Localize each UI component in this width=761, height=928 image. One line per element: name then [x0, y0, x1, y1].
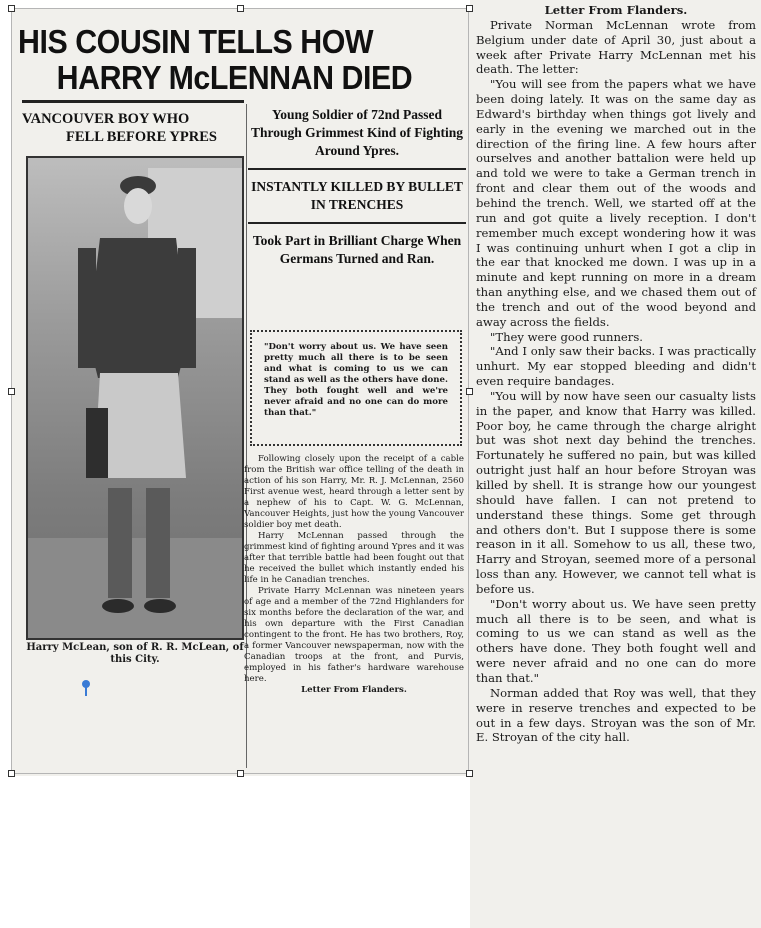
resize-handle-bottom-left[interactable] — [8, 770, 15, 777]
letter-paragraph-4: "And I only saw their backs. I was practically unhurt. My ear stopped bleeding and didn't even require bandages. — [476, 344, 756, 389]
col2-decks — [248, 106, 466, 276]
letter-paragraph-1: Private Norman McLennan wrote from Belgium under date of April 30, just about a week after Private Harry McLennan met his death. The letter: — [476, 17, 756, 77]
col2-paragraph-3: Private Harry McLennan was nineteen years of age and a member of the 72nd Highlanders for six months before the declaration of the war, and his own departure with the First Canadian contingent to the front. He has two brothers, Roy, a former Vancouver newspaperman, now with the Canadian troops at the front, and Purvis, employed in his father's hardware warehouse here. — [244, 586, 464, 684]
letter-paragraph-2: "You will see from the papers what we have been doing lately. It was on the same day as Edward's birthday when things got lively and early in the evening we marched out in the direction of the firing line. A few hours after ourselves and another battalion were held up and told we were to take a German trench in front and clear them out of the woods and behind the trench. Well, we started off at the run and got quite a lively reception. I don't remember much except wondering how it was I was continuing unhurt when I got a clip in the ear that knocked me down. I was up in a minute and kept running on more in a dream than anything else, and we chased them out of the trench and out of the wood beyond and away across the fields. — [476, 77, 756, 329]
deck-1: Young Soldier of 72nd Passed Through Grimmest Kind of Fighting Around Ypres. — [250, 107, 464, 158]
col2-paragraph-2: Harry McLennan passed through the grimmest kind of fighting around Ypres and it was after that terrible battle had been fought out that he received the bullet which instantly ended his life in he Canadian trenches. — [244, 531, 464, 585]
resize-handle-top-middle[interactable] — [237, 5, 244, 12]
headline-line-2: HARRY McLENNAN DIED — [56, 59, 413, 96]
resize-handle-middle-right[interactable] — [466, 388, 473, 395]
soldier-photo — [26, 156, 244, 640]
headline — [18, 24, 468, 96]
col2-paragraph-1: Following closely upon the receipt of a cable from the British war office telling of the death in action of his son Harry, Mr. R. J. McLennan, 2560 First avenue west, heard through a letter sent by a nephew of his to Capt. W. G. McLennan, Vancouver Heights, just how the young Vancouver soldier boy met death. — [244, 454, 464, 530]
headline-rule — [22, 100, 244, 103]
letter-paragraph-6: "Don't worry about us. We have seen pretty much all there is to be seen, and what is coming to us we can stand as well as the others have done. They both fought well and were never afraid and no one can do more than that." — [476, 596, 756, 685]
rotate-handle-stem — [85, 686, 87, 696]
right-clipping[interactable] — [470, 0, 761, 928]
resize-handle-bottom-middle[interactable] — [237, 770, 244, 777]
resize-handle-top-left[interactable] — [8, 5, 15, 12]
left-clipping[interactable] — [12, 8, 470, 776]
resize-handle-top-right[interactable] — [466, 5, 473, 12]
col2-continued-heading: Letter From Flanders. — [301, 685, 407, 695]
deck-rule-1 — [248, 168, 466, 170]
photo-caption: Harry McLean, son of R. R. McLean, of this City. — [26, 642, 244, 665]
letter-paragraph-7: Norman added that Roy was well, that they were in reserve trenches and expected to be out in a few days. Stroyan was the son of Mr. E. Stroyan of the city hall. — [476, 685, 756, 745]
headline-line-1: HIS COUSIN TELLS HOW — [18, 23, 374, 60]
deck-2: INSTANTLY KILLED BY BULLET IN TRENCHES — [251, 179, 463, 212]
resize-handle-bottom-right[interactable] — [466, 770, 473, 777]
letter-paragraph-5: "You will by now have seen our casualty lists in the paper, and know that Harry was killed. Poor boy, he came through the charge alright but was shot next day behind the trenches. Fortunately he suffered no pain, but was killed outright just half an hour before Stroyan was killed by shell. It is strange how our youngest should have fallen. I can not pretend to understand these things. Some get through and others don't. But I suppose there is some reason in it all. Somehow to us all, these two, Harry and Stroyan, seemed more of a personal loss than any. However, we cannot tell what is before us. — [476, 388, 756, 596]
soldier-figure — [28, 158, 242, 638]
letter-title: Letter From Flanders. — [544, 3, 688, 17]
resize-handle-middle-left[interactable] — [8, 388, 15, 395]
deck-rule-2 — [248, 222, 466, 224]
col1-subhead-line-1: VANCOUVER BOY WHO — [22, 111, 190, 127]
letter-column — [476, 3, 756, 745]
col2-body — [244, 454, 464, 696]
deck-3: Took Part in Brilliant Charge When Germans Turned and Ran. — [252, 233, 462, 266]
letter-paragraph-3: "They were good runners. — [490, 329, 643, 344]
col1-subhead — [22, 110, 244, 146]
col1-subhead-line-2: FELL BEFORE YPRES — [66, 129, 217, 145]
pull-quote-box: "Don't worry about us. We have seen pretty much all there is to be seen and what is coming to us we can stand as well as the others have done. They both fought well and we're never afraid and no one can do more than that." — [250, 330, 462, 446]
